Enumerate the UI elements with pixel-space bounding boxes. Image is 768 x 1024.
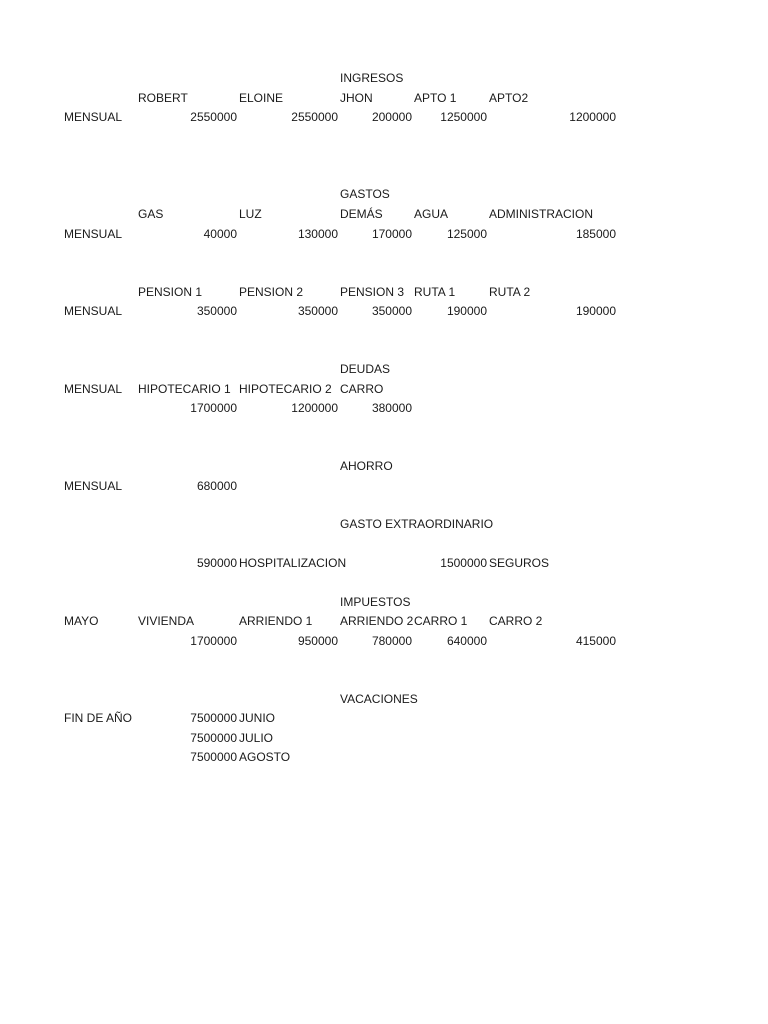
header-cell[interactable]: VIVIENDA: [138, 614, 195, 628]
value-cell[interactable]: 1200000: [291, 401, 338, 415]
row-label-cell[interactable]: MENSUAL: [64, 110, 123, 124]
value-cell[interactable]: 125000: [446, 227, 487, 241]
row-label-cell[interactable]: MENSUAL: [64, 304, 123, 318]
ingresos-value-row: [0, 108, 768, 127]
gastos-value-row-2: [0, 302, 768, 321]
row-label-cell[interactable]: MENSUAL: [64, 382, 123, 396]
value-cell[interactable]: 640000: [446, 634, 487, 648]
header-cell[interactable]: HIPOTECARIO 2: [239, 382, 332, 396]
value-cell[interactable]: 380000: [371, 401, 412, 415]
value-cell[interactable]: 780000: [371, 634, 412, 648]
value-cell[interactable]: 200000: [371, 110, 412, 124]
value-cell[interactable]: 130000: [297, 227, 338, 241]
header-cell[interactable]: HIPOTECARIO 1: [138, 382, 231, 396]
header-cell[interactable]: ADMINISTRACION: [489, 207, 594, 221]
header-cell[interactable]: APTO 1: [414, 91, 457, 105]
vacaciones-row: [0, 709, 768, 728]
header-cell[interactable]: DEMÁS: [340, 207, 383, 221]
value-cell[interactable]: 190000: [575, 304, 616, 318]
row-label-cell[interactable]: MENSUAL: [64, 227, 123, 241]
gastos-title-row: [0, 185, 768, 204]
ingresos-header-row: [0, 89, 768, 108]
header-cell[interactable]: ARRIENDO 1: [239, 614, 313, 628]
label-cell[interactable]: SEGUROS: [489, 556, 550, 570]
value-cell[interactable]: 40000: [203, 227, 237, 241]
row-label-cell[interactable]: MENSUAL: [64, 479, 123, 493]
ahorro-title-row: [0, 457, 768, 476]
section-title-ingresos[interactable]: INGRESOS: [340, 71, 404, 85]
value-cell[interactable]: 7500000: [190, 731, 237, 745]
value-cell[interactable]: 7500000: [190, 750, 237, 764]
header-cell[interactable]: ARRIENDO 2: [340, 614, 414, 628]
header-cell[interactable]: JHON: [340, 91, 373, 105]
header-cell[interactable]: PENSION 3: [340, 285, 405, 299]
header-cell[interactable]: ROBERT: [138, 91, 188, 105]
value-cell[interactable]: 680000: [196, 479, 237, 493]
deudas-title-row: [0, 360, 768, 379]
header-cell[interactable]: LUZ: [239, 207, 262, 221]
header-cell[interactable]: CARRO 2: [489, 614, 543, 628]
header-cell[interactable]: RUTA 2: [489, 285, 531, 299]
label-cell[interactable]: JULIO: [239, 731, 274, 745]
impuestos-title-row: [0, 593, 768, 612]
header-cell[interactable]: PENSION 1: [138, 285, 203, 299]
value-cell[interactable]: 170000: [371, 227, 412, 241]
header-cell[interactable]: CARRO: [340, 382, 384, 396]
value-cell[interactable]: 1200000: [569, 110, 616, 124]
value-cell[interactable]: 1250000: [440, 110, 487, 124]
value-cell[interactable]: 1500000: [440, 556, 487, 570]
label-cell[interactable]: HOSPITALIZACION: [239, 556, 347, 570]
header-cell[interactable]: ELOINE: [239, 91, 284, 105]
row-label-cell[interactable]: MAYO: [64, 614, 99, 628]
vacaciones-row: [0, 729, 768, 748]
gasto-extraordinario-row: [0, 554, 768, 573]
header-cell[interactable]: GAS: [138, 207, 164, 221]
label-cell[interactable]: JUNIO: [239, 711, 275, 725]
ingresos-title-row: [0, 69, 768, 88]
value-cell[interactable]: 7500000: [190, 711, 237, 725]
value-cell[interactable]: 2550000: [190, 110, 237, 124]
value-cell[interactable]: 350000: [297, 304, 338, 318]
impuestos-value-row: [0, 632, 768, 651]
value-cell[interactable]: 350000: [196, 304, 237, 318]
gasto-extraordinario-title-row: [0, 515, 768, 534]
row-label-cell[interactable]: FIN DE AÑO: [64, 711, 133, 725]
gastos-header-row-2: [0, 283, 768, 302]
vacaciones-row: [0, 748, 768, 767]
deudas-value-row: [0, 399, 768, 418]
gastos-header-row: [0, 205, 768, 224]
header-cell[interactable]: APTO2: [489, 91, 529, 105]
deudas-header-row: [0, 380, 768, 399]
value-cell[interactable]: 350000: [371, 304, 412, 318]
header-cell[interactable]: RUTA 1: [414, 285, 456, 299]
header-cell[interactable]: CARRO 1: [414, 614, 468, 628]
section-title-gasto-extraordinario[interactable]: GASTO EXTRAORDINARIO: [340, 517, 494, 531]
section-title-gastos[interactable]: GASTOS: [340, 187, 390, 201]
header-cell[interactable]: PENSION 2: [239, 285, 304, 299]
value-cell[interactable]: 950000: [297, 634, 338, 648]
value-cell[interactable]: 1700000: [190, 634, 237, 648]
impuestos-header-row: [0, 612, 768, 631]
value-cell[interactable]: 590000: [196, 556, 237, 570]
ahorro-value-row: [0, 477, 768, 496]
label-cell[interactable]: AGOSTO: [239, 750, 291, 764]
value-cell[interactable]: 415000: [575, 634, 616, 648]
value-cell[interactable]: 1700000: [190, 401, 237, 415]
section-title-vacaciones[interactable]: VACACIONES: [340, 692, 418, 706]
header-cell[interactable]: AGUA: [414, 207, 449, 221]
value-cell[interactable]: 185000: [575, 227, 616, 241]
vacaciones-title-row: [0, 690, 768, 709]
section-title-impuestos[interactable]: IMPUESTOS: [340, 595, 411, 609]
section-title-deudas[interactable]: DEUDAS: [340, 362, 391, 376]
value-cell[interactable]: 2550000: [291, 110, 338, 124]
gastos-value-row: [0, 225, 768, 244]
section-title-ahorro[interactable]: AHORRO: [340, 459, 393, 473]
value-cell[interactable]: 190000: [446, 304, 487, 318]
